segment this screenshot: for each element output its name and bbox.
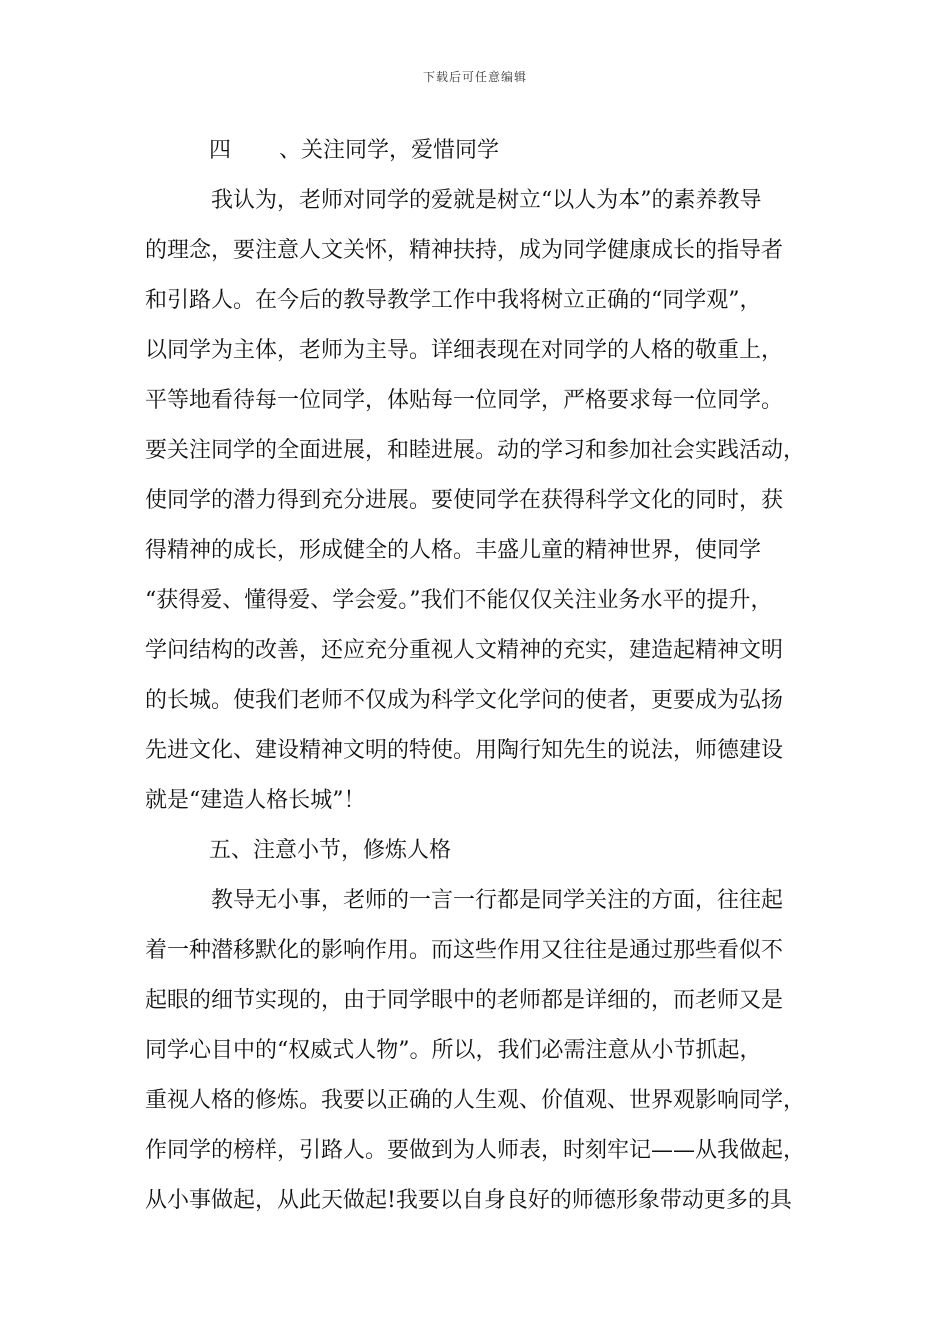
paragraph-line: 重视人格的修炼。我要以正确的人生观、价值观、世界观影响同学， bbox=[145, 1088, 806, 1113]
header-note: 下载后可任意编辑 bbox=[422, 70, 527, 84]
paragraph-line: 学问结构的改善，还应充分重视人文精神的充实，建造起精神文明 bbox=[145, 638, 784, 663]
paragraph-line: 和引路人。在今后的教导教学工作中我将树立正确的“同学观”， bbox=[145, 288, 762, 313]
section-4-heading bbox=[145, 126, 825, 176]
paragraph-line: 以同学为主体，老师为主导。详细表现在对同学的人格的敬重上， bbox=[145, 338, 784, 363]
paragraph-line: 的理念，要注意人文关怀，精神扶持，成为同学健康成长的指导者 bbox=[145, 238, 784, 263]
paragraph-line: 就是“建造人格长城”！ bbox=[145, 788, 366, 813]
section-5-heading: 五、注意小节，修炼人格 bbox=[209, 838, 452, 863]
paragraph-line: 着一种潜移默化的影响作用。而这些作用又往往是通过那些看似不 bbox=[145, 938, 784, 963]
paragraph-line: 要关注同学的全面进展，和睦进展。动的学习和参加社会实践活动， bbox=[145, 438, 806, 463]
paragraph-line: 作同学的榜样，引路人。要做到为人师表，时刻牢记——从我做起， bbox=[145, 1138, 806, 1163]
paragraph-line: 同学心目中的“权威式人物”。所以，我们必需注意从小节抓起， bbox=[145, 1038, 762, 1063]
paragraph-line: “获得爱、懂得爱、学会爱。”我们不能仅仅关注业务水平的提升， bbox=[145, 588, 773, 613]
paragraph-line: 使同学的潜力得到充分进展。要使同学在获得科学文化的同时，获 bbox=[145, 488, 784, 513]
paragraph-line: 从小事做起，从此天做起!我要以自身良好的师德形象带动更多的具 bbox=[145, 1188, 792, 1213]
section-4-number: 四 bbox=[209, 138, 232, 163]
paragraph-line: 我认为，老师对同学的爱就是树立“以人为本”的素养教导 bbox=[211, 188, 762, 213]
paragraph-line: 先进文化、建设精神文明的特使。用陶行知先生的说法，师德建设 bbox=[145, 738, 784, 763]
paragraph-line: 教导无小事，老师的一言一行都是同学关注的方面，往往起 bbox=[211, 888, 784, 913]
paragraph-line: 的长城。使我们老师不仅成为科学文化学问的使者，更要成为弘扬 bbox=[145, 688, 784, 713]
paragraph-line: 得精神的成长，形成健全的人格。丰盛儿童的精神世界，使同学 bbox=[145, 538, 762, 563]
paragraph-line: 平等地看待每一位同学，体贴每一位同学，严格要求每一位同学。 bbox=[145, 388, 784, 413]
section-4-title: 、关注同学，爱惜同学 bbox=[279, 138, 500, 163]
paragraph-line: 起眼的细节实现的，由于同学眼中的老师都是详细的，而老师又是 bbox=[145, 988, 784, 1013]
document-body bbox=[145, 126, 825, 1226]
